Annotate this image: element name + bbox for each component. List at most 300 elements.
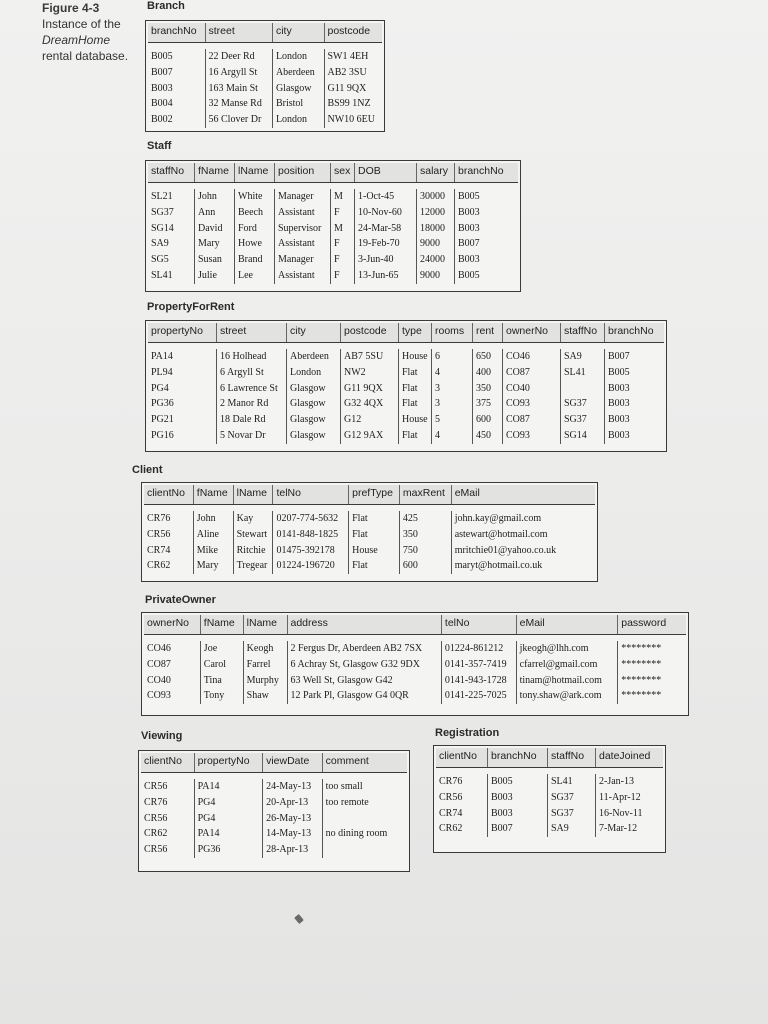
table-cell: 12000 [417,205,455,221]
table-row [141,842,407,858]
table-row [141,795,407,811]
table-cell: B007 [608,351,630,362]
table-cell: 0141-357-7419 [442,657,517,673]
table-cell: B003 [488,806,548,822]
table-cell: ******** [621,690,662,702]
table-cell: B003 [608,414,630,426]
table-cell: Flat [399,381,432,397]
pen-mark [294,914,304,924]
table-cell: CR62 [141,826,195,842]
table-cell: Flat [349,511,400,527]
registration-table [433,745,666,853]
table-cell: PA14 [195,826,263,842]
table-cell: F [331,205,355,221]
table-cell: CR62 [436,821,488,837]
column-header: street [206,23,273,42]
table-cell: B003 [458,206,480,218]
table-cell: B005 [458,191,480,202]
table-header-row [144,485,595,505]
table-cell: 6 Argyll St [217,365,287,381]
table-cell: PA14 [148,349,217,365]
table-cell: 24000 [417,252,455,268]
column-header: clientNo [144,485,194,504]
table-cell: too remote [325,796,369,808]
table-cell: Julie [195,268,235,284]
table-cell: 12 Park Pl, Glasgow G4 0QR [288,688,442,704]
table-row [148,349,664,365]
table-cell: Supervisor [275,221,331,237]
table-cell: 24-May-13 [263,779,323,795]
table-cell: no dining room [325,828,388,840]
table-header-row [148,163,518,183]
table-cell: B005 [608,366,630,378]
table-cell: cfarrel@gmail.com [517,657,619,673]
table-cell: House [349,543,400,559]
table-row [144,657,686,673]
table-cell: 9000 [417,236,455,252]
column-header: fName [201,615,244,634]
table-cell: NW10 6EU [327,114,375,126]
table-cell: CO93 [503,428,561,444]
table-cell: PG4 [195,811,263,827]
table-cell: House [399,412,432,428]
table-cell: B003 [608,398,630,410]
table-cell: 3 [432,381,473,397]
table-row [141,779,407,795]
table-cell: CR56 [141,842,195,858]
table-row [436,821,663,837]
branch-table [145,20,385,132]
table-cell: tinam@hotmail.com [517,673,619,689]
column-header: staffNo [561,323,605,342]
table-cell: AB2 3SU [327,66,367,78]
table-cell: 6 [432,349,473,365]
column-header: DOB [355,163,417,182]
table-cell: Carol [201,657,244,673]
table-cell: Glasgow [287,381,341,397]
table-cell: G11 9QX [327,82,367,94]
property-table [145,320,667,452]
table-cell: Aberdeen [273,65,325,81]
table-title: Branch [147,0,185,12]
table-cell: 350 [400,527,452,543]
table-cell: 4 [432,365,473,381]
table-cell: CO40 [503,381,561,397]
table-cell: 11-Apr-12 [599,791,641,803]
table-cell [323,811,407,827]
table-cell: SG37 [561,396,605,412]
table-cell: B003 [458,254,480,266]
table-cell: 6 Lawrence St [217,381,287,397]
table-cell: CR76 [436,774,488,790]
table-row [436,774,663,790]
table-row [436,790,663,806]
table-cell: SA9 [548,821,596,837]
table-row [148,381,664,397]
table-cell: 32 Manse Rd [206,96,273,112]
table-cell: SG37 [548,790,596,806]
table-cell: 0207-774-5632 [273,511,349,527]
table-cell: Flat [399,428,432,444]
table-cell: 650 [473,349,503,365]
table-cell: 56 Clover Dr [206,112,273,128]
table-cell: 01475-392178 [273,543,349,559]
table-cell: F [331,236,355,252]
table-cell: M [331,189,355,205]
column-header: eMail [454,487,480,499]
table-cell: 10-Nov-60 [355,205,417,221]
table-cell: 450 [473,428,503,444]
table-cell: Flat [349,527,400,543]
table-cell: ******** [621,658,662,670]
table-row [148,96,382,112]
table-cell [323,842,407,858]
table-header-row [436,748,663,768]
table-cell: 01224-861212 [442,641,517,657]
column-header: rent [473,323,503,342]
table-cell: 375 [473,396,503,412]
table-cell: CR74 [436,806,488,822]
table-cell: White [235,189,275,205]
table-row [141,811,407,827]
column-header: type [399,323,432,342]
table-cell: Glasgow [287,412,341,428]
table-cell: 14-May-13 [263,826,323,842]
table-cell: John [195,189,235,205]
table-cell: Tina [201,673,244,689]
column-header: telNo [273,485,349,504]
table-header-row [141,753,407,773]
table-cell: G32 4QX [341,396,399,412]
table-title: PropertyForRent [147,301,235,313]
viewing-table [138,750,410,872]
table-cell: 0141-848-1825 [273,527,349,543]
table-cell: Kay [234,511,274,527]
table-cell: 16 Argyll St [206,65,273,81]
table-cell: G12 9AX [341,428,399,444]
table-cell: Lee [235,268,275,284]
table-cell: CO93 [144,688,201,704]
table-cell: PG36 [195,842,263,858]
table-row [148,236,518,252]
table-cell: B003 [608,382,630,394]
table-cell: astewart@hotmail.com [454,528,548,540]
table-cell: Shaw [244,688,288,704]
table-row [144,673,686,689]
table-row [148,252,518,268]
table-cell: London [287,365,341,381]
table-row [144,527,595,543]
table-cell: M [331,221,355,237]
column-header: propertyNo [148,323,217,342]
table-cell: London [273,112,325,128]
table-cell: SA9 [561,349,605,365]
column-header: clientNo [141,753,195,772]
table-cell: 24-Mar-58 [355,221,417,237]
table-row [144,558,595,574]
table-cell: NW2 [341,365,399,381]
table-cell: 5 Novar Dr [217,428,287,444]
table-cell: Glasgow [287,396,341,412]
table-cell: 2-Jan-13 [599,776,634,787]
table-cell: 19-Feb-70 [355,236,417,252]
column-header: postcode [341,323,399,342]
table-row [148,81,382,97]
table-row [144,543,595,559]
table-cell: SW1 4EH [327,51,369,62]
table-cell: B007 [488,821,548,837]
table-cell: London [273,49,325,65]
column-header: lName [234,485,274,504]
table-row [148,49,382,65]
column-header: lName [244,615,288,634]
table-cell: SG37 [148,205,195,221]
table-cell: B003 [488,790,548,806]
table-cell: 9000 [417,268,455,284]
table-cell: 5 [432,412,473,428]
table-cell: B004 [148,96,206,112]
table-row [141,826,407,842]
table-cell: B007 [458,238,480,250]
table-cell: 28-Apr-13 [263,842,323,858]
column-header: staffNo [548,748,596,767]
table-row [148,396,664,412]
table-cell: Keogh [244,641,288,657]
table-cell: PG16 [148,428,217,444]
table-cell: B003 [458,222,480,234]
table-cell: CR56 [141,811,195,827]
table-cell: AB7 5SU [341,349,399,365]
column-header: viewDate [263,753,323,772]
table-cell: Ritchie [234,543,274,559]
table-cell: SL41 [148,268,195,284]
table-cell: 01224-196720 [273,558,349,574]
table-cell: CR76 [141,795,195,811]
column-header: branchNo [608,325,654,337]
table-row [148,112,382,128]
table-cell: Glasgow [273,81,325,97]
table-cell: CR62 [144,558,194,574]
column-header: postcode [327,25,371,37]
table-cell: jkeogh@lhh.com [517,641,619,657]
table-cell: 350 [473,381,503,397]
table-row [144,641,686,657]
column-header: clientNo [436,748,488,767]
table-cell: CO40 [144,673,201,689]
table-row [144,688,686,704]
table-cell: Flat [399,365,432,381]
table-row [148,65,382,81]
table-cell: SL41 [548,774,596,790]
table-cell: PG36 [148,396,217,412]
table-cell: SL21 [148,189,195,205]
caption-line: Instance of the [42,17,121,31]
table-cell: 20-Apr-13 [263,795,323,811]
column-header: city [287,323,341,342]
table-cell: B005 [148,49,206,65]
table-title: Client [132,464,163,476]
table-cell: 16 Holhead [217,349,287,365]
table-cell: PG21 [148,412,217,428]
table-cell: Ford [235,221,275,237]
table-cell: SL41 [561,365,605,381]
table-cell: Manager [275,252,331,268]
table-cell: House [399,349,432,365]
table-cell: 1-Oct-45 [355,189,417,205]
table-cell: PA14 [195,779,263,795]
table-cell: Mary [195,236,235,252]
table-row [436,806,663,822]
column-header: street [217,323,287,342]
table-cell: F [331,252,355,268]
table-cell: CO87 [503,365,561,381]
table-cell: Brand [235,252,275,268]
table-cell: B003 [148,81,206,97]
table-cell: Mike [194,543,234,559]
table-cell: Glasgow [287,428,341,444]
figure-number: Figure 4-3 [42,1,100,15]
table-cell: 2 Manor Rd [217,396,287,412]
table-cell: Aline [194,527,234,543]
table-cell: Farrel [244,657,288,673]
table-cell: CO46 [144,641,201,657]
table-cell: B002 [148,112,206,128]
column-header: rooms [432,323,473,342]
column-header: propertyNo [195,753,263,772]
table-cell: 425 [400,511,452,527]
table-cell: ******** [621,674,662,686]
client-table [141,482,598,582]
column-header: ownerNo [503,323,561,342]
table-cell: 63 Well St, Glasgow G42 [288,673,442,689]
table-cell: Howe [235,236,275,252]
table-title: Viewing [141,730,183,742]
caption-line: rental database. [42,49,129,63]
table-cell: David [195,221,235,237]
table-cell: Tony [201,688,244,704]
table-title: PrivateOwner [145,594,216,606]
column-header: branchNo [488,748,548,767]
table-cell: 600 [473,412,503,428]
table-cell: SG14 [561,428,605,444]
column-header: eMail [517,615,619,634]
column-header: staffNo [148,163,195,182]
table-cell: too small [325,781,363,792]
column-header: maxRent [400,485,452,504]
table-row [148,189,518,205]
column-header: dateJoined [599,750,651,762]
table-cell: B003 [608,429,630,441]
table-title: Registration [435,727,500,739]
table-cell: Aberdeen [287,349,341,365]
table-cell: Tregear [234,558,274,574]
table-cell: Manager [275,189,331,205]
table-cell: 22 Deer Rd [206,49,273,65]
table-cell: SG37 [561,412,605,428]
table-header-row [148,323,664,343]
column-header: fName [195,163,235,182]
table-cell: Murphy [244,673,288,689]
table-row [148,365,664,381]
table-header-row [144,615,686,635]
table-cell: Flat [399,396,432,412]
table-cell: Assistant [275,268,331,284]
table-cell: john.kay@gmail.com [454,513,542,524]
table-row [148,428,664,444]
caption-line: DreamHome [42,33,111,47]
table-cell [561,381,605,397]
table-cell: John [194,511,234,527]
table-cell: 30000 [417,189,455,205]
column-header: address [288,615,442,634]
table-cell: CR76 [144,511,194,527]
table-cell: mritchie01@yahoo.co.uk [454,544,557,556]
table-cell: Beech [235,205,275,221]
table-cell: CO46 [503,349,561,365]
column-header: city [273,23,325,42]
table-cell: Susan [195,252,235,268]
table-cell: Joe [201,641,244,657]
table-cell: CR74 [144,543,194,559]
table-cell: Flat [349,558,400,574]
table-cell: B007 [148,65,206,81]
table-cell: Bristol [273,96,325,112]
table-header-row [148,23,382,43]
column-header: comment [325,755,369,767]
table-row [148,268,518,284]
table-cell: PG4 [195,795,263,811]
table-cell: F [331,268,355,284]
table-cell: G12 [341,412,399,428]
table-cell: 6 Achray St, Glasgow G32 9DX [288,657,442,673]
table-cell: Stewart [234,527,274,543]
table-cell: 750 [400,543,452,559]
table-cell: 3 [432,396,473,412]
column-header: lName [235,163,275,182]
table-row [148,221,518,237]
figure-caption [42,0,137,64]
table-cell: 4 [432,428,473,444]
table-cell: 13-Jun-65 [355,268,417,284]
table-cell: SG37 [548,806,596,822]
staff-table [145,160,521,292]
column-header: fName [194,485,234,504]
column-header: ownerNo [144,615,201,634]
table-cell: CO87 [503,412,561,428]
table-cell: CR56 [436,790,488,806]
table-cell: SG14 [148,221,195,237]
table-cell: 2 Fergus Dr, Aberdeen AB2 7SX [288,641,442,657]
column-header: telNo [442,615,517,634]
table-title: Staff [147,140,172,152]
table-cell: 600 [400,558,452,574]
table-cell: 18000 [417,221,455,237]
table-cell: 0141-225-7025 [442,688,517,704]
table-cell: 400 [473,365,503,381]
table-cell: Assistant [275,236,331,252]
table-cell: 26-May-13 [263,811,323,827]
table-cell: ******** [621,643,662,654]
table-row [148,412,664,428]
table-cell: CO93 [503,396,561,412]
column-header: position [275,163,331,182]
table-cell: CR56 [141,779,195,795]
table-cell: G11 9QX [341,381,399,397]
table-row [148,205,518,221]
table-cell: Mary [194,558,234,574]
table-cell: SA9 [148,236,195,252]
table-cell: 16-Nov-11 [599,807,643,819]
